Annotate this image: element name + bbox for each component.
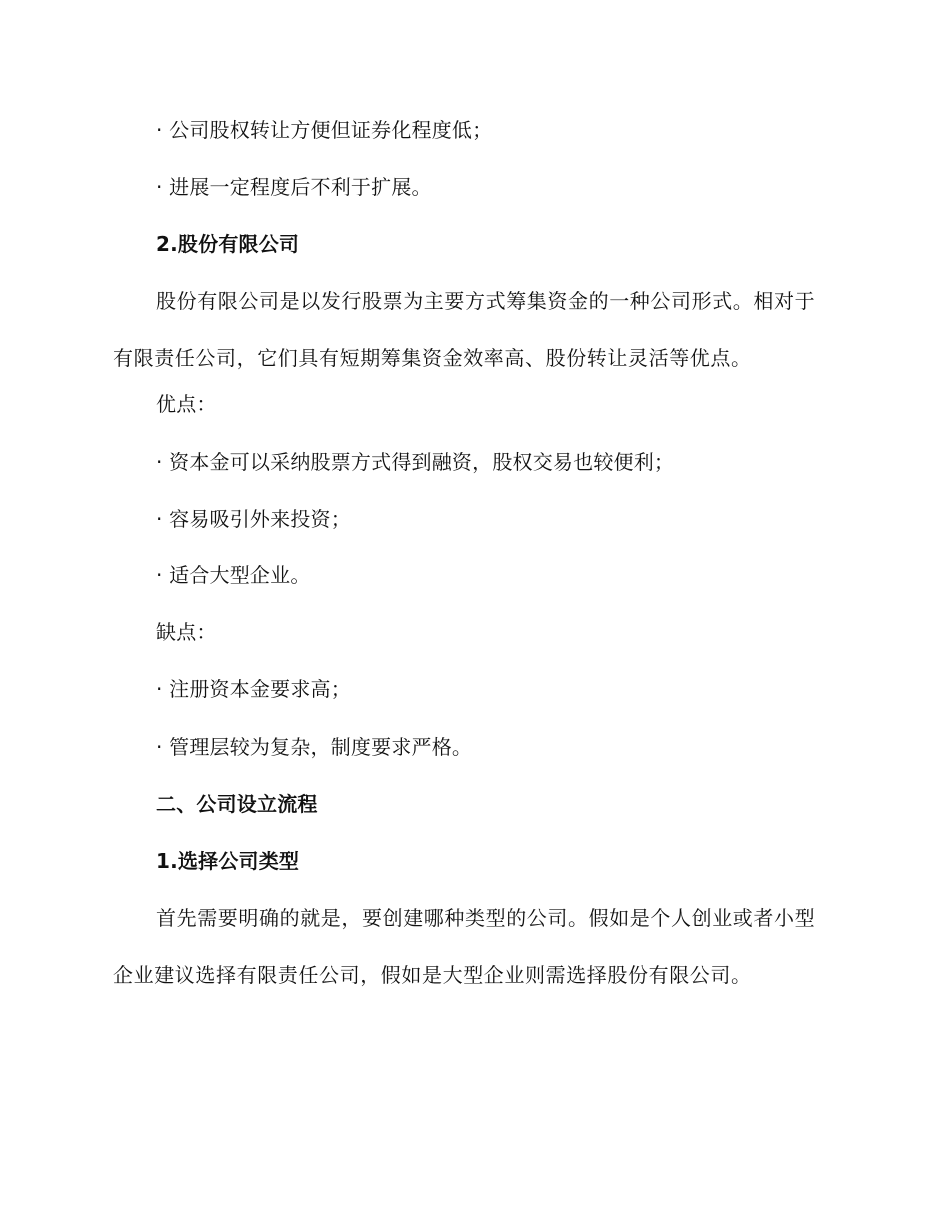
bullet-expansion: · 进展一定程度后不利于扩展。: [156, 175, 432, 199]
advantage-large-enterprise: · 适合大型企业。: [156, 563, 311, 587]
heading-choose-company-type: 1.选择公司类型: [156, 849, 300, 873]
advantage-investment: · 容易吸引外来投资；: [156, 507, 351, 531]
bullet-share-transfer: · 公司股权转让方便但证券化程度低；: [156, 118, 493, 142]
heading-setup-process: 二、公司设立流程: [156, 792, 318, 816]
disadvantage-capital: · 注册资本金要求高；: [156, 677, 351, 701]
paragraph-joint-stock-description: 股份有限公司是以发行股票为主要方式筹集资金的一种公司形式。相对于有限责任公司，它们具有短期筹集资金效率高、股份转让灵活等优点。: [113, 289, 816, 370]
heading-joint-stock-company: 2.股份有限公司: [156, 232, 300, 256]
paragraph-choose-description: 首先需要明确的就是，要创建哪种类型的公司。假如是个人创业或者小型企业建议选择有限责任公司，假如是大型企业则需选择股份有限公司。: [113, 906, 816, 987]
advantage-financing: · 资本金可以采纳股票方式得到融资，股权交易也较便利；: [156, 450, 675, 474]
disadvantages-label: 缺点：: [156, 620, 217, 644]
advantages-label: 优点：: [156, 392, 217, 416]
disadvantage-management: · 管理层较为复杂，制度要求严格。: [156, 735, 473, 759]
